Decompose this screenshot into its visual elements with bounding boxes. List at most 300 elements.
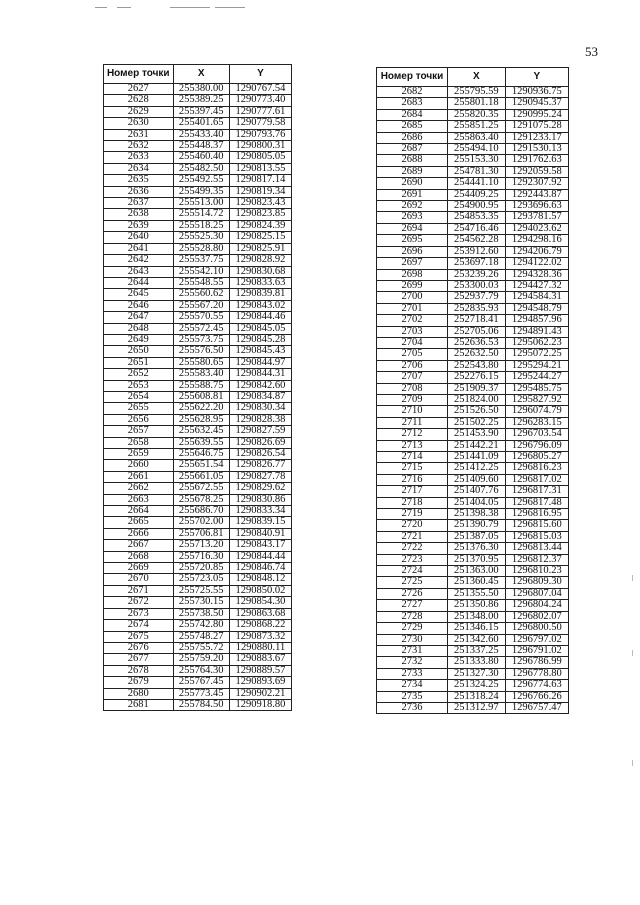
table-row [377, 315, 569, 326]
table-row [377, 566, 569, 577]
x-coordinate-cell: 255492.55 [173, 175, 229, 186]
table-row [377, 600, 569, 611]
y-coordinate-cell: 1295294.21 [505, 360, 568, 371]
table-row [104, 631, 292, 642]
y-coordinate-cell: 1290850.02 [229, 585, 291, 596]
point-number-cell: 2670 [104, 574, 174, 585]
y-coordinate-cell: 1295244.27 [505, 372, 568, 383]
table-row [377, 178, 569, 189]
x-coordinate-cell: 251360.45 [448, 577, 506, 588]
y-coordinate-cell: 1290827.59 [229, 426, 291, 437]
table-row [104, 391, 292, 402]
point-number-cell: 2629 [104, 106, 174, 117]
table-row [377, 349, 569, 360]
x-coordinate-cell: 253300.03 [448, 280, 506, 291]
point-number-cell: 2656 [104, 414, 174, 425]
header-point-number: Номер точки [377, 68, 448, 87]
x-coordinate-cell: 255448.37 [173, 141, 229, 152]
table-row [104, 277, 292, 288]
table-row [377, 189, 569, 200]
table-row [377, 201, 569, 212]
table-row [104, 198, 292, 209]
table-row [377, 509, 569, 520]
y-coordinate-cell: 1291530.13 [505, 144, 568, 155]
x-coordinate-cell: 251324.25 [448, 680, 506, 691]
y-coordinate-cell: 1290844.31 [229, 369, 291, 380]
point-number-cell: 2728 [377, 611, 448, 622]
table-row [104, 414, 292, 425]
table-row [377, 98, 569, 109]
point-number-cell: 2704 [377, 337, 448, 348]
y-coordinate-cell: 1290848.12 [229, 574, 291, 585]
x-coordinate-cell: 255759.20 [173, 654, 229, 665]
table-row [377, 144, 569, 155]
point-number-cell: 2709 [377, 394, 448, 405]
y-coordinate-cell: 1296816.23 [505, 463, 568, 474]
point-number-cell: 2691 [377, 189, 448, 200]
x-coordinate-cell: 254716.46 [448, 223, 506, 234]
point-number-cell: 2669 [104, 563, 174, 574]
y-coordinate-cell: 1290817.14 [229, 175, 291, 186]
x-coordinate-cell: 255795.59 [448, 87, 506, 98]
y-coordinate-cell: 1290834.87 [229, 391, 291, 402]
table-row [104, 106, 292, 117]
table-row [104, 540, 292, 551]
point-number-cell: 2671 [104, 585, 174, 596]
point-number-cell: 2635 [104, 175, 174, 186]
table-row [104, 551, 292, 562]
x-coordinate-cell: 252636.53 [448, 337, 506, 348]
x-coordinate-cell: 255738.50 [173, 608, 229, 619]
y-coordinate-cell: 1293781.57 [505, 212, 568, 223]
x-coordinate-cell: 251337.25 [448, 645, 506, 656]
y-coordinate-cell: 1290779.58 [229, 118, 291, 129]
point-number-cell: 2727 [377, 600, 448, 611]
point-number-cell: 2681 [104, 699, 174, 710]
table-row [377, 87, 569, 98]
y-coordinate-cell: 1290830.34 [229, 403, 291, 414]
x-coordinate-cell: 251346.15 [448, 623, 506, 634]
table-row [377, 486, 569, 497]
x-coordinate-cell: 255397.45 [173, 106, 229, 117]
point-number-cell: 2688 [377, 155, 448, 166]
point-number-cell: 2697 [377, 258, 448, 269]
y-coordinate-cell: 1296815.03 [505, 531, 568, 542]
table-row [104, 209, 292, 220]
x-coordinate-cell: 255706.81 [173, 528, 229, 539]
y-coordinate-cell: 1290918.80 [229, 699, 291, 710]
table-row [104, 403, 292, 414]
table-row [377, 668, 569, 679]
y-coordinate-cell: 1290825.15 [229, 232, 291, 243]
point-number-cell: 2686 [377, 132, 448, 143]
x-coordinate-cell: 255514.72 [173, 209, 229, 220]
point-number-cell: 2713 [377, 440, 448, 451]
point-number-cell: 2703 [377, 326, 448, 337]
table-row [104, 186, 292, 197]
table-row [104, 563, 292, 574]
y-coordinate-cell: 1290827.78 [229, 471, 291, 482]
point-number-cell: 2678 [104, 665, 174, 676]
y-coordinate-cell: 1294584.31 [505, 292, 568, 303]
x-coordinate-cell: 253697.18 [448, 258, 506, 269]
table-row [377, 440, 569, 451]
table-row [377, 269, 569, 280]
y-coordinate-cell: 1296807.04 [505, 588, 568, 599]
table-row [377, 360, 569, 371]
table-row [377, 326, 569, 337]
y-coordinate-cell: 1290844.46 [229, 312, 291, 323]
x-coordinate-cell: 251412.25 [448, 463, 506, 474]
table-row [104, 677, 292, 688]
point-number-cell: 2646 [104, 300, 174, 311]
table-row [377, 166, 569, 177]
point-number-cell: 2674 [104, 620, 174, 631]
x-coordinate-cell: 255494.10 [448, 144, 506, 155]
x-coordinate-cell: 255720.85 [173, 563, 229, 574]
y-coordinate-cell: 1294298.16 [505, 235, 568, 246]
x-coordinate-cell: 255730.15 [173, 597, 229, 608]
y-coordinate-cell: 1290845.28 [229, 334, 291, 345]
table-row [377, 680, 569, 691]
y-coordinate-cell: 1290902.21 [229, 688, 291, 699]
point-number-cell: 2725 [377, 577, 448, 588]
table-row [104, 449, 292, 460]
x-coordinate-cell: 254900.95 [448, 201, 506, 212]
y-coordinate-cell: 1295485.75 [505, 383, 568, 394]
x-coordinate-cell: 255588.75 [173, 380, 229, 391]
x-coordinate-cell: 255646.75 [173, 449, 229, 460]
point-number-cell: 2720 [377, 520, 448, 531]
table-row [104, 620, 292, 631]
y-coordinate-cell: 1294328.36 [505, 269, 568, 280]
table-row [104, 585, 292, 596]
table-row [377, 691, 569, 702]
point-number-cell: 2632 [104, 141, 174, 152]
y-coordinate-cell: 1290873.32 [229, 631, 291, 642]
table-row [377, 417, 569, 428]
point-number-cell: 2660 [104, 460, 174, 471]
point-number-cell: 2712 [377, 429, 448, 440]
x-coordinate-cell: 252835.93 [448, 303, 506, 314]
point-number-cell: 2684 [377, 109, 448, 120]
x-coordinate-cell: 251333.80 [448, 657, 506, 668]
y-coordinate-cell: 1292059.58 [505, 166, 568, 177]
table-row [104, 357, 292, 368]
table-row [377, 577, 569, 588]
y-coordinate-cell: 1290805.05 [229, 152, 291, 163]
x-coordinate-cell: 254409.25 [448, 189, 506, 200]
x-coordinate-cell: 255801.18 [448, 98, 506, 109]
x-coordinate-cell: 251370.95 [448, 554, 506, 565]
point-number-cell: 2639 [104, 220, 174, 231]
table-row [377, 497, 569, 508]
point-number-cell: 2694 [377, 223, 448, 234]
x-coordinate-cell: 253239.26 [448, 269, 506, 280]
x-coordinate-cell: 255537.75 [173, 255, 229, 266]
point-number-cell: 2707 [377, 372, 448, 383]
x-coordinate-cell: 251909.37 [448, 383, 506, 394]
x-coordinate-cell: 255518.25 [173, 220, 229, 231]
table-row [104, 608, 292, 619]
y-coordinate-cell: 1294122.02 [505, 258, 568, 269]
x-coordinate-cell: 251453.90 [448, 429, 506, 440]
y-coordinate-cell: 1294857.96 [505, 315, 568, 326]
point-number-cell: 2683 [377, 98, 448, 109]
y-coordinate-cell: 1290883.67 [229, 654, 291, 665]
table-row [377, 303, 569, 314]
table-row [377, 429, 569, 440]
table-row [377, 258, 569, 269]
x-coordinate-cell: 252705.06 [448, 326, 506, 337]
y-coordinate-cell: 1290843.02 [229, 300, 291, 311]
point-number-cell: 2682 [377, 87, 448, 98]
point-number-cell: 2668 [104, 551, 174, 562]
x-coordinate-cell: 255863.40 [448, 132, 506, 143]
y-coordinate-cell: 1290828.92 [229, 255, 291, 266]
point-number-cell: 2710 [377, 406, 448, 417]
point-number-cell: 2706 [377, 360, 448, 371]
x-coordinate-cell: 255672.55 [173, 483, 229, 494]
point-number-cell: 2717 [377, 486, 448, 497]
point-number-cell: 2636 [104, 186, 174, 197]
y-coordinate-cell: 1290777.61 [229, 106, 291, 117]
table-header-row [104, 65, 292, 84]
y-coordinate-cell: 1290826.69 [229, 437, 291, 448]
coordinates-table-right [376, 67, 569, 714]
point-number-cell: 2719 [377, 509, 448, 520]
x-coordinate-cell: 251348.00 [448, 611, 506, 622]
table-row [377, 212, 569, 223]
x-coordinate-cell: 255153.30 [448, 155, 506, 166]
point-number-cell: 2711 [377, 417, 448, 428]
y-coordinate-cell: 1296805.27 [505, 452, 568, 463]
y-coordinate-cell: 1290839.15 [229, 517, 291, 528]
page-number: 53 [585, 44, 598, 59]
scan-edge-mark [632, 575, 633, 581]
y-coordinate-cell: 1296797.02 [505, 634, 568, 645]
y-coordinate-cell: 1290819.34 [229, 186, 291, 197]
point-number-cell: 2644 [104, 277, 174, 288]
point-number-cell: 2716 [377, 474, 448, 485]
table-row [104, 506, 292, 517]
point-number-cell: 2735 [377, 691, 448, 702]
x-coordinate-cell: 251376.30 [448, 543, 506, 554]
y-coordinate-cell: 1290793.76 [229, 129, 291, 140]
coordinates-table-left [103, 64, 292, 711]
point-number-cell: 2731 [377, 645, 448, 656]
y-coordinate-cell: 1290767.54 [229, 84, 291, 95]
point-number-cell: 2666 [104, 528, 174, 539]
y-coordinate-cell: 1290840.91 [229, 528, 291, 539]
table-row [104, 323, 292, 334]
y-coordinate-cell: 1290842.60 [229, 380, 291, 391]
point-number-cell: 2633 [104, 152, 174, 163]
x-coordinate-cell: 251342.60 [448, 634, 506, 645]
point-number-cell: 2689 [377, 166, 448, 177]
table-row [377, 657, 569, 668]
y-coordinate-cell: 1290844.44 [229, 551, 291, 562]
point-number-cell: 2702 [377, 315, 448, 326]
y-coordinate-cell: 1290823.43 [229, 198, 291, 209]
table-row [377, 406, 569, 417]
table-row [104, 597, 292, 608]
y-coordinate-cell: 1290845.05 [229, 323, 291, 334]
point-number-cell: 2732 [377, 657, 448, 668]
point-number-cell: 2730 [377, 634, 448, 645]
point-number-cell: 2700 [377, 292, 448, 303]
y-coordinate-cell: 1296786.99 [505, 657, 568, 668]
table-row [104, 266, 292, 277]
y-coordinate-cell: 1291075.28 [505, 121, 568, 132]
point-number-cell: 2708 [377, 383, 448, 394]
point-number-cell: 2718 [377, 497, 448, 508]
table-row [377, 280, 569, 291]
point-number-cell: 2698 [377, 269, 448, 280]
y-coordinate-cell: 1296810.23 [505, 566, 568, 577]
table-row [104, 243, 292, 254]
table-row [104, 426, 292, 437]
y-coordinate-cell: 1296774.63 [505, 680, 568, 691]
table-row [104, 369, 292, 380]
point-number-cell: 2641 [104, 243, 174, 254]
point-number-cell: 2652 [104, 369, 174, 380]
point-number-cell: 2734 [377, 680, 448, 691]
y-coordinate-cell: 1290936.75 [505, 87, 568, 98]
point-number-cell: 2649 [104, 334, 174, 345]
header-x: X [448, 68, 506, 87]
y-coordinate-cell: 1296817.48 [505, 497, 568, 508]
y-coordinate-cell: 1290854.30 [229, 597, 291, 608]
y-coordinate-cell: 1290889.57 [229, 665, 291, 676]
y-coordinate-cell: 1294427.32 [505, 280, 568, 291]
header-y: Y [229, 65, 291, 84]
y-coordinate-cell: 1296804.24 [505, 600, 568, 611]
x-coordinate-cell: 251312.97 [448, 702, 506, 713]
x-coordinate-cell: 255583.40 [173, 369, 229, 380]
x-coordinate-cell: 255608.81 [173, 391, 229, 402]
table-row [104, 494, 292, 505]
x-coordinate-cell: 255401.65 [173, 118, 229, 129]
point-number-cell: 2673 [104, 608, 174, 619]
header-y: Y [505, 68, 568, 87]
y-coordinate-cell: 1296813.44 [505, 543, 568, 554]
x-coordinate-cell: 251387.05 [448, 531, 506, 542]
x-coordinate-cell: 255755.72 [173, 642, 229, 653]
x-coordinate-cell: 252276.15 [448, 372, 506, 383]
y-coordinate-cell: 1290824.39 [229, 220, 291, 231]
x-coordinate-cell: 255713.20 [173, 540, 229, 551]
table-row [377, 554, 569, 565]
table-row [377, 223, 569, 234]
table-row [377, 623, 569, 634]
point-number-cell: 2696 [377, 246, 448, 257]
x-coordinate-cell: 255570.55 [173, 312, 229, 323]
y-coordinate-cell: 1294023.62 [505, 223, 568, 234]
point-number-cell: 2693 [377, 212, 448, 223]
point-number-cell: 2630 [104, 118, 174, 129]
x-coordinate-cell: 255678.25 [173, 494, 229, 505]
table-row [377, 246, 569, 257]
point-number-cell: 2627 [104, 84, 174, 95]
point-number-cell: 2714 [377, 452, 448, 463]
table-row [104, 574, 292, 585]
point-number-cell: 2642 [104, 255, 174, 266]
table-row [104, 654, 292, 665]
x-coordinate-cell: 251363.00 [448, 566, 506, 577]
y-coordinate-cell: 1290829.62 [229, 483, 291, 494]
y-coordinate-cell: 1290830.86 [229, 494, 291, 505]
y-coordinate-cell: 1296791.02 [505, 645, 568, 656]
y-coordinate-cell: 1295072.25 [505, 349, 568, 360]
x-coordinate-cell: 251409.60 [448, 474, 506, 485]
point-number-cell: 2653 [104, 380, 174, 391]
scan-header-marks [95, 5, 255, 11]
table-row [377, 634, 569, 645]
y-coordinate-cell: 1296802.07 [505, 611, 568, 622]
x-coordinate-cell: 255622.20 [173, 403, 229, 414]
table-row [377, 520, 569, 531]
table-row [104, 141, 292, 152]
point-number-cell: 2699 [377, 280, 448, 291]
table-row [104, 232, 292, 243]
y-coordinate-cell: 1294548.79 [505, 303, 568, 314]
y-coordinate-cell: 1290800.31 [229, 141, 291, 152]
x-coordinate-cell: 255482.50 [173, 163, 229, 174]
point-number-cell: 2638 [104, 209, 174, 220]
point-number-cell: 2665 [104, 517, 174, 528]
x-coordinate-cell: 255580.65 [173, 357, 229, 368]
scan-edge-mark [632, 760, 633, 766]
x-coordinate-cell: 255661.05 [173, 471, 229, 482]
x-coordinate-cell: 254781.30 [448, 166, 506, 177]
x-coordinate-cell: 251442.21 [448, 440, 506, 451]
x-coordinate-cell: 255573.75 [173, 334, 229, 345]
table-row [377, 383, 569, 394]
table-row [104, 300, 292, 311]
x-coordinate-cell: 255723.05 [173, 574, 229, 585]
point-number-cell: 2654 [104, 391, 174, 402]
y-coordinate-cell: 1296703.54 [505, 429, 568, 440]
x-coordinate-cell: 251407.76 [448, 486, 506, 497]
point-number-cell: 2672 [104, 597, 174, 608]
point-number-cell: 2705 [377, 349, 448, 360]
point-number-cell: 2661 [104, 471, 174, 482]
table-row [377, 611, 569, 622]
table-row [104, 220, 292, 231]
table-row [377, 474, 569, 485]
y-coordinate-cell: 1290880.11 [229, 642, 291, 653]
y-coordinate-cell: 1290863.68 [229, 608, 291, 619]
y-coordinate-cell: 1290846.74 [229, 563, 291, 574]
table-row [104, 380, 292, 391]
table-row [377, 543, 569, 554]
y-coordinate-cell: 1296074.79 [505, 406, 568, 417]
x-coordinate-cell: 252718.41 [448, 315, 506, 326]
point-number-cell: 2634 [104, 163, 174, 174]
x-coordinate-cell: 251526.50 [448, 406, 506, 417]
x-coordinate-cell: 251824.00 [448, 394, 506, 405]
x-coordinate-cell: 251441.09 [448, 452, 506, 463]
point-number-cell: 2687 [377, 144, 448, 155]
point-number-cell: 2724 [377, 566, 448, 577]
point-number-cell: 2667 [104, 540, 174, 551]
point-number-cell: 2640 [104, 232, 174, 243]
point-number-cell: 2679 [104, 677, 174, 688]
x-coordinate-cell: 251398.38 [448, 509, 506, 520]
y-coordinate-cell: 1290823.85 [229, 209, 291, 220]
table-row [377, 394, 569, 405]
